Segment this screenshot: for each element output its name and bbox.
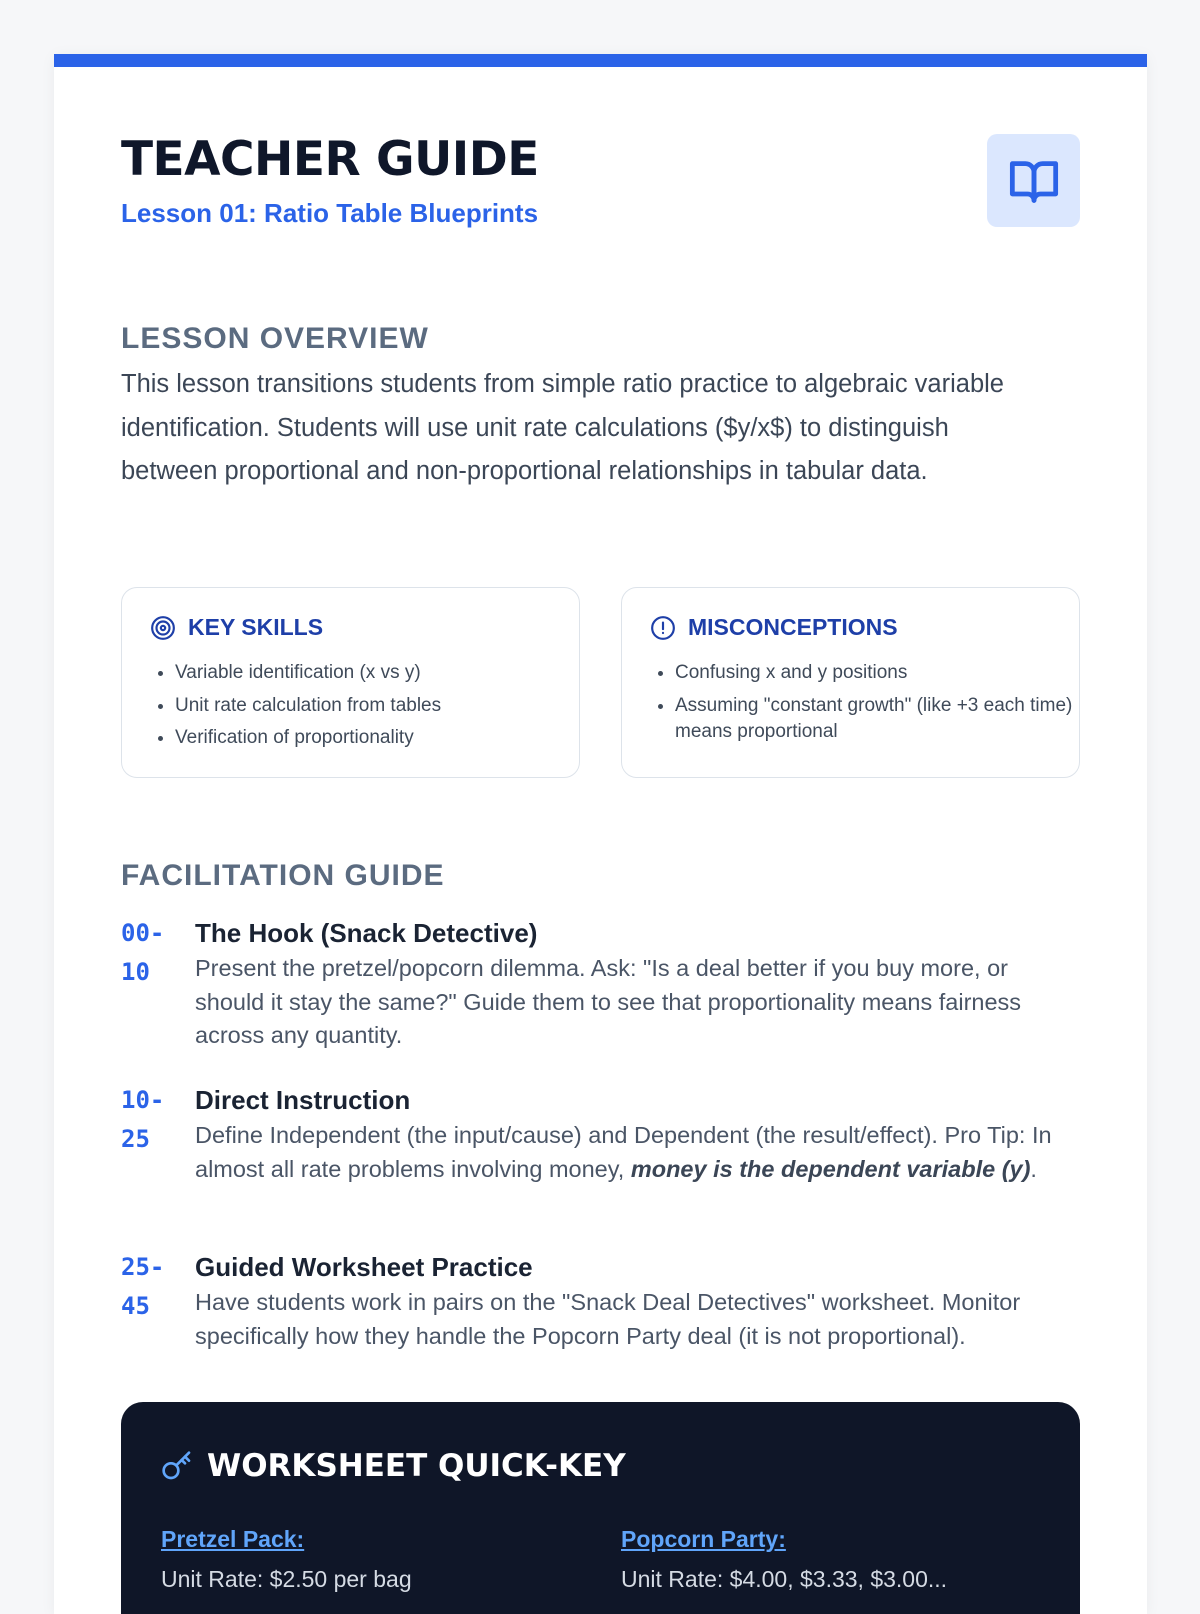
step-description: Define Independent (the input/cause) and Dependent (the result/effect). Pro Tip: In almost all rate problems involving money, money is the dependent variable (y). xyxy=(195,1122,1052,1182)
step-title: The Hook (Snack Detective) xyxy=(195,918,538,948)
lesson-subtitle: Lesson 01: Ratio Table Blueprints xyxy=(121,198,539,228)
alert-circle-icon xyxy=(650,615,676,641)
guide-card xyxy=(54,54,1147,1614)
step-description: Present the pretzel/popcorn dilemma. Ask: "Is a deal better if you buy more, or should it stay the same?" Guide them to see that proportionality means fairness across any quantity. xyxy=(195,955,1022,1048)
misconceptions-header xyxy=(650,614,898,641)
key-skills-list xyxy=(149,660,575,758)
book-open-button[interactable] xyxy=(987,134,1080,227)
book-open-icon xyxy=(1008,155,1060,207)
popcorn-party-link[interactable]: Popcorn Party: xyxy=(621,1526,786,1552)
quick-key-item xyxy=(161,1524,412,1594)
step-title: Guided Worksheet Practice xyxy=(195,1252,533,1282)
accent-top-bar xyxy=(54,54,1147,67)
list-item: • Assuming "constant growth" (like +3 each time) means proportional xyxy=(675,693,1075,745)
list-item: • Confusing x and y positions xyxy=(675,660,1075,686)
list-item: • Verification of proportionality xyxy=(175,725,575,751)
key-skills-header xyxy=(150,614,323,641)
list-item: • Variable identification (x vs y) xyxy=(175,660,575,686)
key-icon xyxy=(161,1450,193,1482)
key-skills-card xyxy=(121,587,580,778)
target-icon xyxy=(150,615,176,641)
step-description: Have students work in pairs on the "Snack Deal Detectives" worksheet. Monitor specifically how they handle the Popcorn Party deal (it is not proportional). xyxy=(195,1289,1021,1349)
misconceptions-title: MISCONCEPTIONS xyxy=(688,614,898,640)
step-time: 25- 45 xyxy=(121,1253,165,1320)
quick-key-title: WORKSHEET QUICK-KEY xyxy=(207,1448,626,1484)
key-skills-title: KEY SKILLS xyxy=(188,614,324,640)
page-title: TEACHER GUIDE xyxy=(121,132,539,187)
emphasis-text: money is the dependent variable (y) xyxy=(630,1155,1031,1182)
facilitation-heading: FACILITATION GUIDE xyxy=(121,859,445,892)
misconceptions-list xyxy=(649,660,1075,751)
step-time: 10- 25 xyxy=(121,1086,165,1153)
step-time: 00- 10 xyxy=(121,919,165,986)
step-title: Direct Instruction xyxy=(195,1085,411,1115)
overview-text: This lesson transitions students from simple ratio practice to algebraic variable identification. Students will use unit rate calculations ($y/x$) to distinguish between proportional and non-proportional relationships in tabular data. xyxy=(121,370,1004,485)
quick-key-header xyxy=(161,1448,626,1484)
quick-key-item xyxy=(621,1524,947,1594)
misconceptions-card xyxy=(621,587,1080,778)
list-item: • Unit rate calculation from tables xyxy=(175,693,575,719)
popcorn-party-value: Unit Rate: $4.00, $3.33, $3.00... xyxy=(621,1566,948,1592)
overview-heading: LESSON OVERVIEW xyxy=(121,322,429,355)
pretzel-pack-link[interactable]: Pretzel Pack: xyxy=(161,1526,305,1552)
pretzel-pack-value: Unit Rate: $2.50 per bag xyxy=(161,1566,412,1592)
worksheet-quick-key-panel xyxy=(121,1402,1080,1614)
